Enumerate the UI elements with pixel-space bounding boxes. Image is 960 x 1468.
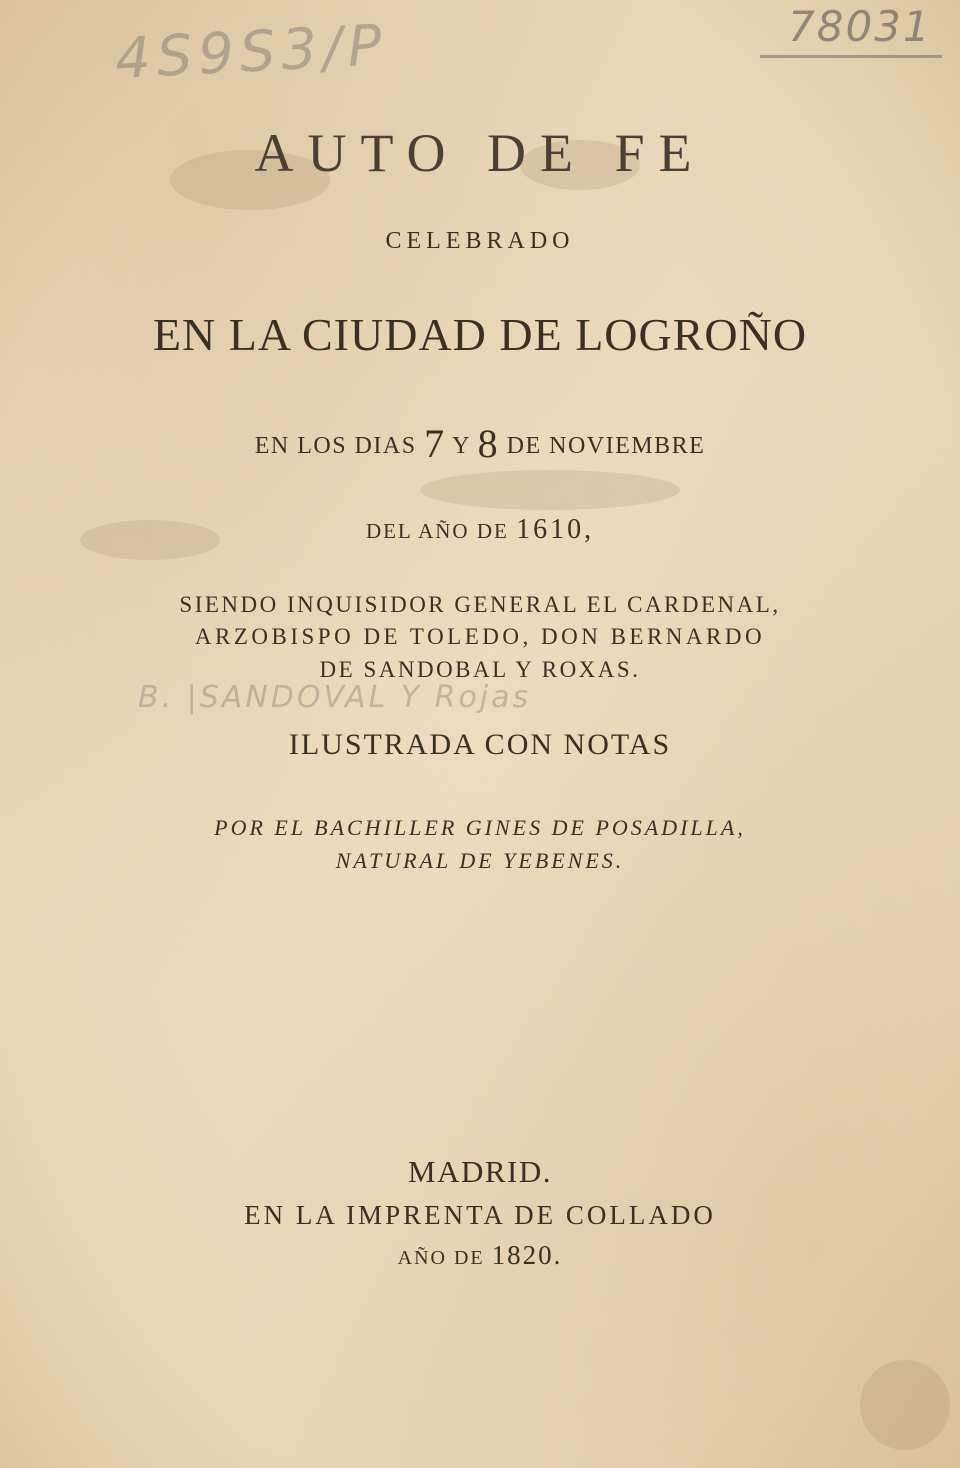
imprint-printer: EN LA IMPRENTA DE COLLADO [244, 1200, 716, 1230]
dates-suffix: DE NOVIEMBRE [506, 433, 706, 459]
paper-stain [420, 470, 680, 510]
author-line: NATURAL DE YEBENES. [335, 848, 625, 873]
illustrated-line: ILUSTRADA CON NOTAS [288, 728, 672, 761]
event-year: 1610, [516, 514, 595, 545]
handwritten-catalog-number: 78031 [760, 2, 942, 58]
imprint-city: MADRID. [408, 1154, 552, 1189]
dates-conjunction: Y [452, 433, 471, 459]
date-day-2: 8 [477, 421, 500, 466]
dates-prefix: EN LOS DIAS [254, 433, 417, 459]
year-prefix: DEL AÑO DE [365, 519, 509, 543]
place-line: EN LA CIUDAD DE LOGROÑO [152, 309, 808, 360]
description-line: ARZOBISPO DE TOLEDO, DON BERNARDO [194, 624, 766, 649]
handwritten-note: B. |SANDOVAL Y Rojas [138, 680, 532, 715]
dates-line [0, 420, 960, 467]
handwritten-shelfmark: 4S9S3/P [113, 12, 390, 93]
paper-stain [860, 1360, 950, 1450]
imprint-year-prefix: AÑO DE [397, 1247, 485, 1269]
imprint-year-line [0, 1240, 960, 1271]
page-title: AUTO DE FE [254, 123, 706, 183]
year-line [0, 514, 960, 546]
author-line: POR EL BACHILLER GINES DE POSADILLA, [214, 815, 746, 840]
date-day-1: 7 [424, 421, 446, 466]
imprint-year: 1820. [491, 1240, 563, 1270]
description-line: SIENDO INQUISIDOR GENERAL EL CARDENAL, [179, 592, 781, 617]
description-line: DE SANDOBAL Y ROXAS. [319, 657, 641, 682]
subtitle: CELEBRADO [385, 228, 575, 254]
